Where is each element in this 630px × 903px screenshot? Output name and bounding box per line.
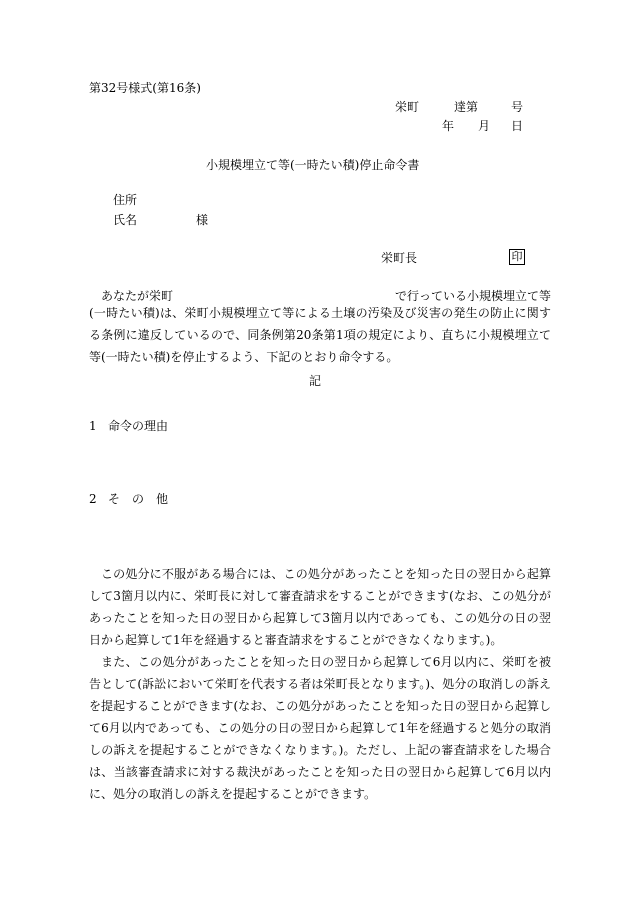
date-year-label: 年 [442,119,455,133]
address-label: 住所 [113,193,138,207]
notice-paragraph-2: また、この処分があったことを知った日の翌日から起算して6月以内に、栄町を被告として(訴訟において栄町を代表する者は栄町長となります。)、処分の取消しの訴えを提起することができます(なお、この処分があったことを知った日の翌日から起算して6月以内であっても、この処分の日の翌日から起算して1年を経過すると処分の取消しの訴えを提起することができなくなります。)。ただし、上記の審査請求をした場合は、当該審査請求に対する裁決があったことを知った日の翌日から起算して6月以内に、処分の取消しの訴えを提起することができます。 [89,655,551,801]
document-title: 小規模埋立て等(一時たい積)停止命令書 [206,158,420,172]
notice-paragraph-1: この処分に不服がある場合には、この処分があったことを知った日の翌日から起算して3箇月以内に、栄町長に対して審査請求をすることができます(なお、この処分があったことを知った日の翌日から起算して3箇月以内であっても、この処分の日の翌日から起算して1年を経過すると審査請求をすることができなくなります。)。 [89,567,551,647]
notice-section [89,563,551,805]
ki-heading: 記 [309,374,322,388]
item-2-label: そ の 他 [108,492,169,506]
issuer-title: 栄町長 [381,251,418,265]
body-text: (一時たい積)は、栄町小規模埋立て等による土壌の汚染及び災害の発生の防止に関する条例に違反しているので、同条例第20条第1項の規定により、直ちに小規模埋立て等(一時たい積)を停止するよう、下記のとおり命令する。 [89,306,551,364]
body-paragraph [89,302,551,368]
seal-stamp: 印 [509,249,525,265]
form-number: 第32号様式(第16条) [89,81,201,95]
issue-tatsu-label: 達第 [454,100,479,114]
name-label: 氏名 [113,213,138,227]
item-1-number: 1 [89,419,97,433]
issue-town: 栄町 [395,100,420,114]
item-1-label: 命令の理由 [108,419,169,433]
date-day-label: 日 [511,119,524,133]
item-2-number: 2 [89,492,97,506]
date-month-label: 月 [478,119,491,133]
issue-go-label: 号 [511,100,524,114]
body-intro-part2: で行っている小規模埋立て等 [395,289,552,303]
body-intro-part1: あなたが栄町 [101,289,174,303]
honorific: 様 [196,213,209,227]
